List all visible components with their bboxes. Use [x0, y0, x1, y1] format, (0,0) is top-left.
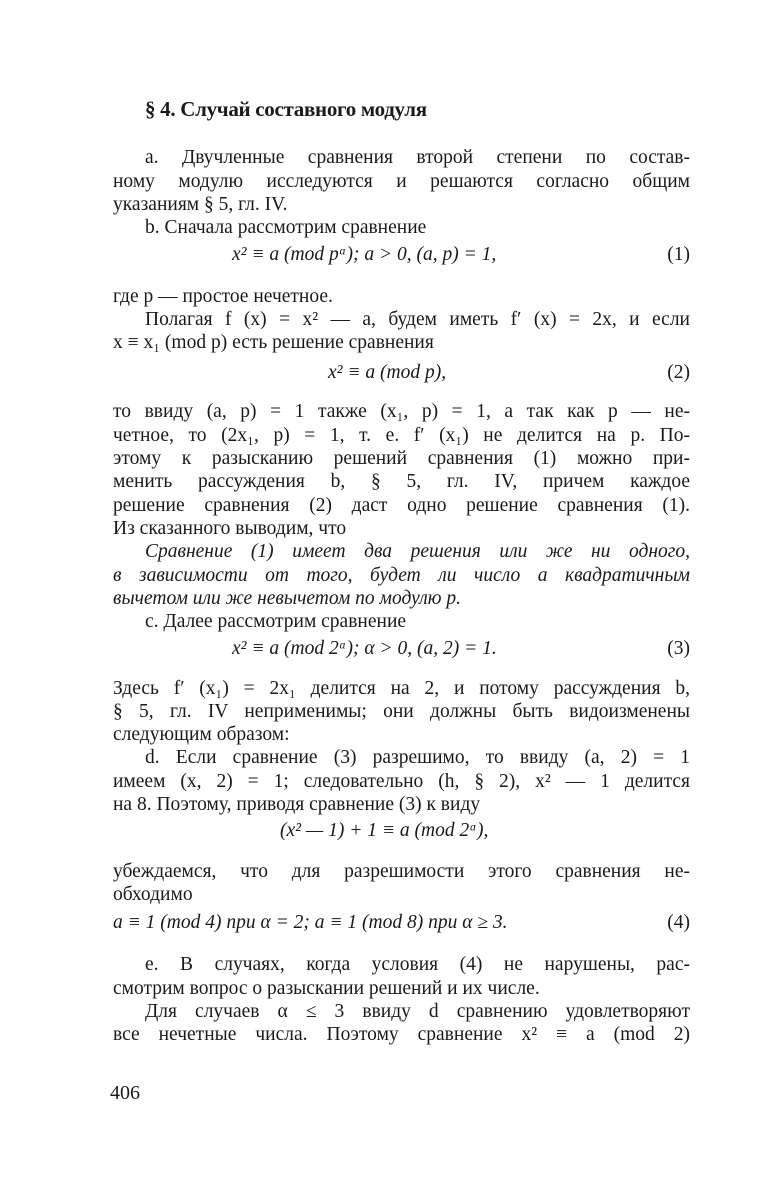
- formula-intermediate: (x² — 1) + 1 ≡ a (mod 2ᵅ),: [280, 820, 489, 841]
- theorem-line: вычетом или же невычетом по модулю p.: [113, 588, 461, 609]
- text-line: этому к разысканию решений сравнения (1) можно при-: [113, 448, 690, 469]
- theorem-line: Сравнение (1) имеет два решения или же ни одного,: [145, 541, 690, 562]
- text-line: b. Сначала рассмотрим сравнение: [145, 217, 427, 238]
- text-line: обходимо: [113, 884, 193, 905]
- equation-number-3: (3): [667, 638, 690, 659]
- text-line: § 5, гл. IV неприменимы; они должны быть видоизменены: [113, 701, 690, 722]
- formula-2: x² ≡ a (mod p),: [328, 362, 447, 383]
- text-line: a. Двучленные сравнения второй степени по состав-: [145, 147, 690, 168]
- text-line: c. Далее рассмотрим сравнение: [145, 611, 407, 632]
- page-number: 406: [110, 1082, 140, 1104]
- text-line: имеем (x, 2) = 1; следовательно (h, § 2), x² — 1 делится: [113, 771, 690, 792]
- formula-4: a ≡ 1 (mod 4) при α = 2; a ≡ 1 (mod 8) при α ≥ 3.: [113, 912, 508, 933]
- text-line: указаниям § 5, гл. IV.: [113, 194, 288, 215]
- text-line: Из сказанного выводим, что: [113, 518, 347, 539]
- text-line: Здесь f′ (x₁) = 2x₁ делится на 2, и потому рассуждения b,: [113, 678, 690, 699]
- text-line: x ≡ x₁ (mod p) есть решение сравнения: [113, 332, 434, 353]
- theorem-line: в зависимости от того, будет ли число a квадратичным: [113, 565, 690, 586]
- text-line: то ввиду (a, p) = 1 также (x₁, p) = 1, а так как p — не-: [113, 401, 690, 422]
- text-line: смотрим вопрос о разыскании решений и их числе.: [113, 978, 540, 999]
- text-line: убеждаемся, что для разрешимости этого сравнения не-: [113, 861, 690, 882]
- text-line: Для случаев α ≤ 3 ввиду d сравнению удовлетворяют: [145, 1001, 690, 1022]
- text-line: решение сравнения (2) даст одно решение сравнения (1).: [113, 495, 690, 516]
- text-line: d. Если сравнение (3) разрешимо, то ввиду (a, 2) = 1: [145, 747, 690, 768]
- formula-1: x² ≡ a (mod pᵅ); a > 0, (a, p) = 1,: [232, 244, 497, 265]
- text-line: следующим образом:: [113, 724, 290, 745]
- formula-3: x² ≡ a (mod 2ᵅ); α > 0, (a, 2) = 1.: [232, 638, 497, 659]
- text-line: все нечетные числа. Поэтому сравнение x² ≡ a (mod 2): [113, 1024, 690, 1045]
- text-line: где p — простое нечетное.: [113, 286, 333, 307]
- text-line: четное, то (2x₁, p) = 1, т. е. f′ (x₁) не делится на p. По-: [113, 425, 690, 446]
- text-line: Полагая f (x) = x² — a, будем иметь f′ (x) = 2x, и если: [145, 309, 690, 330]
- equation-number-4: (4): [667, 912, 690, 933]
- section-heading: § 4. Случай составного модуля: [145, 97, 427, 121]
- equation-number-2: (2): [667, 362, 690, 383]
- text-line: на 8. Поэтому, приводя сравнение (3) к виду: [113, 794, 481, 815]
- equation-number-1: (1): [667, 244, 690, 265]
- text-line: ному модулю исследуются и решаются согласно общим: [113, 171, 690, 192]
- text-line: e. В случаях, когда условия (4) не нарушены, рас-: [145, 954, 690, 975]
- text-line: менить рассуждения b, § 5, гл. IV, причем каждое: [113, 471, 690, 492]
